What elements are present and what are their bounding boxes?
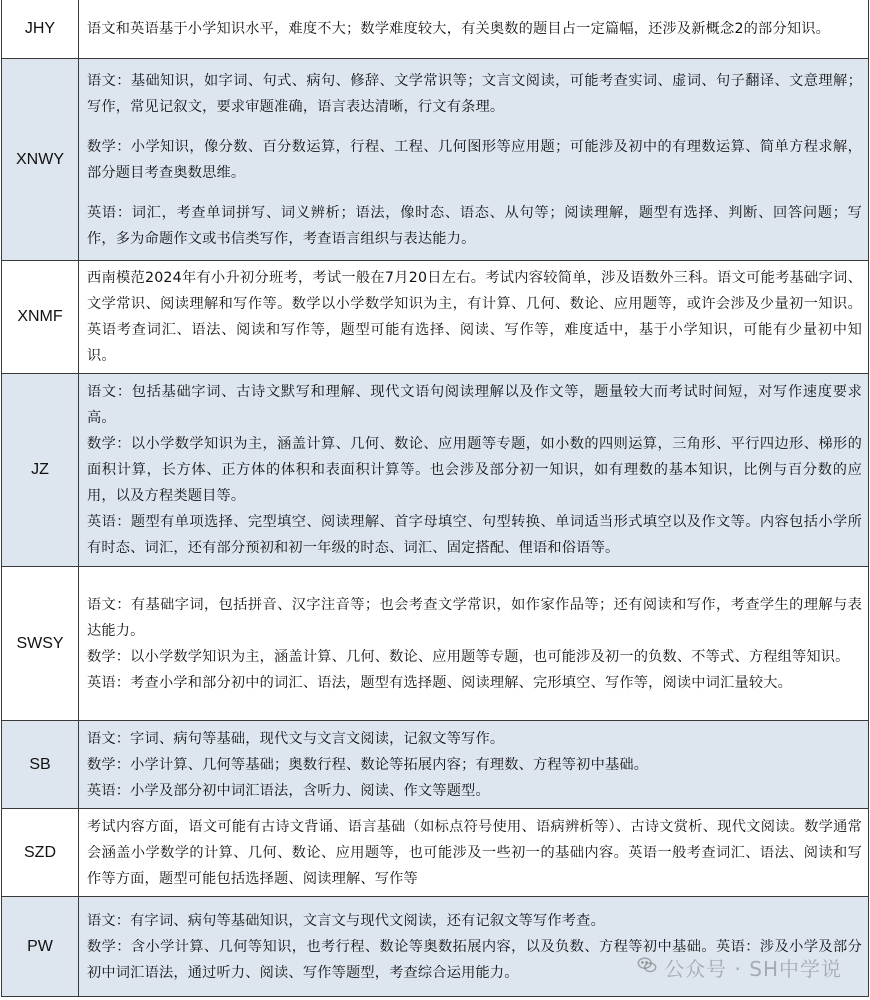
exam-description [79,0,869,59]
school-name: JZ [2,374,79,567]
description-paragraph: 语文：有字词、病句等基础知识，文言文与现代文阅读，还有记叙文等写作考查。 [87,912,605,929]
description-paragraph: 数学：小学知识，像分数、百分数运算，行程、工程、几何图形等应用题；可能涉及初中的有理数运算、简单方程求解，部分题目考查奥数思维。 [87,138,862,181]
exam-description [79,261,869,374]
description-paragraph: 数学：以小学数学知识为主，涵盖计算、几何、数论、应用题等专题，也可能涉及初一的负数、不等式、方程组等知识。 [87,648,850,665]
school-name: XNMF [2,261,79,374]
table-row [2,721,869,809]
table-row [2,59,869,261]
description-paragraph: 英语：词汇，考查单词拼写、词义辨析；语法，像时态、语态、从句等；阅读理解，题型有选择、判断、回答问题；写作，多为命题作文或书信类写作，考查语言组织与表达能力。 [87,204,862,247]
school-name: JHY [2,0,79,59]
table-row [2,0,869,59]
description-paragraph: 语文和英语基于小学知识水平，难度不大；数学难度较大，有关奥数的题目占一定篇幅，还涉及新概念2的部分知识。 [87,20,830,37]
school-name: SWSY [2,567,79,721]
exam-description [79,59,869,261]
description-paragraph: 语文：字词、病句等基础，现代文与文言文阅读，记叙文等写作。 [87,730,505,747]
school-name: XNWY [2,59,79,261]
description-paragraph: 语文：有基础字词，包括拼音、汉字注音等；也会考查文学常识，如作家作品等；还有阅读和写作，考查学生的理解与表达能力。 [87,596,862,639]
school-name: SB [2,721,79,809]
table-row [2,261,869,374]
school-exam-table [1,0,869,997]
exam-description [79,897,869,997]
paragraph-gap [87,186,862,200]
exam-description [79,809,869,897]
exam-description [79,721,869,809]
exam-description [79,374,869,567]
description-paragraph: 考试内容方面，语文可能有古诗文背诵、语言基础（如标点符号使用、语病辨析等）、古诗文赏析、现代文阅读。数学通常会涵盖小学数学的计算、几何、数论、应用题等，也可能涉及一些初一的基础内容。英语一般考查词汇、语法、阅读和写作等方面，题型可能包括选择题、阅读理解、写作等 [87,818,862,887]
description-paragraph: 数学：小学计算、几何等基础；奥数行程、数论等拓展内容；有理数、方程等初中基础。 [87,756,649,773]
table-row [2,374,869,567]
school-name: SZD [2,809,79,897]
table-row [2,809,869,897]
paragraph-gap [87,120,862,134]
description-paragraph: 英语：考查小学和部分初中的词汇、语法，题型有选择题、阅读理解、完形填空、写作等，阅读中词汇量较大。 [87,674,792,691]
school-name: PW [2,897,79,997]
description-paragraph: 西南模范2024年有小升初分班考，考试一般在7月20日左右。考试内容较简单，涉及语数外三科。语文可能考基础字词、文学常识、阅读理解和写作等。数学以小学数学知识为主，有计算、几何、数论、应用题等，或许会涉及少量初一知识。英语考查词汇、语法、阅读和写作等，题型可能有选择、阅读、写作等，难度适中，基于小学知识，可能有少量初中知识。 [87,270,862,364]
exam-description [79,567,869,721]
table-row [2,897,869,997]
watermark-text: 公众号 · SH中学说 [664,957,842,981]
description-paragraph: 英语：题型有单项选择、完型填空、阅读理解、首字母填空、句型转换、单词适当形式填空以及作文等。内容包括小学所有时态、词汇，还有部分预初和初一年级的时态、词汇、固定搭配、俚语和俗语等。 [87,514,862,556]
table-row [2,567,869,721]
description-paragraph: 数学：以小学数学知识为主，涵盖计算、几何、数论、应用题等专题，如小数的四则运算，三角形、平行四边形、梯形的面积计算，长方体、正方体的体积和表面积计算等。也会涉及部分初一知识，如有理数的基本知识，比例与百分数的应用，以及方程类题目等。 [87,436,862,504]
description-paragraph: 语文：包括基础字词、古诗文默写和理解、现代文语句阅读理解以及作文等，题量较大而考试时间短，对写作速度要求高。 [87,384,862,426]
description-paragraph: 英语：小学及部分初中词汇语法，含听力、阅读、作文等题型。 [87,782,490,799]
description-paragraph: 语文：基础知识，如字词、句式、病句、修辞、文学常识等；文言文阅读，可能考查实词、虚词、句子翻译、文意理解；写作，常见记叙文，要求审题准确，语言表达清晰，行文有条理。 [87,72,862,115]
description-paragraph: 数学：含小学计算、几何等知识，也考行程、数论等奥数拓展内容，以及负数、方程等初中基础。英语：涉及小学及部分初中词汇语法，通过听力、阅读、写作等题型，考查综合运用能力。 [87,938,862,981]
